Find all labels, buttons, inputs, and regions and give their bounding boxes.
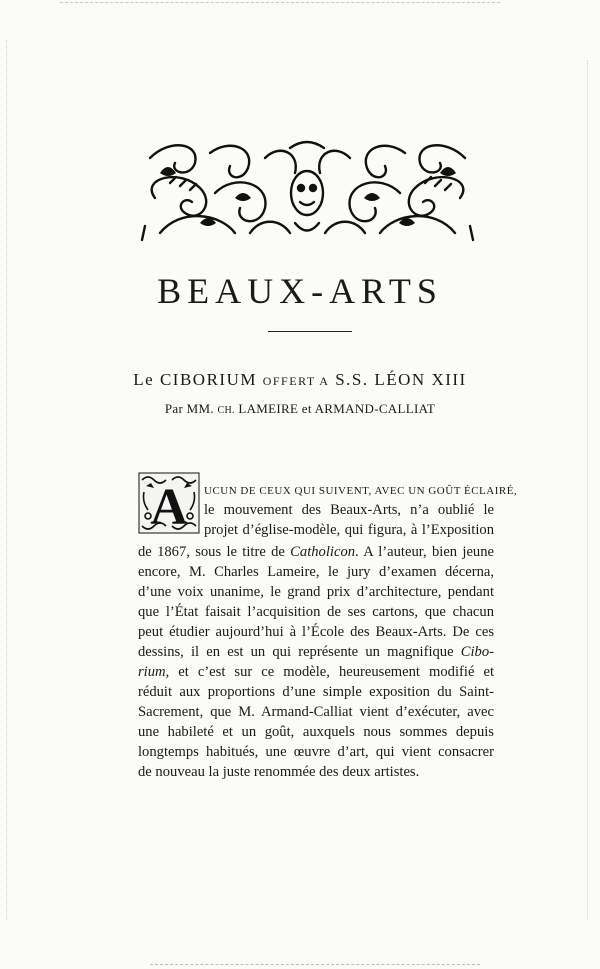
byline-ch: CH. [217,405,235,416]
text-line-12: Sacrement, que M. Armand-Calliat vient d’exécuter, avec [138,704,494,720]
text-line-8: peut étudier aujourd’hui à l’École des Beaux-Arts. De ces [138,624,494,640]
line-1-text: UCUN DE CEUX QUI SUIVENT, AVEC UN GOÛT ÉCLAIRÉ, [204,485,518,497]
text-line-10: rium, et c’est sur ce modèle, heureusement modifié et [138,664,494,680]
byline-par: Par MM. [164,401,214,416]
article-byline [0,401,600,417]
text-line-6: d’une voix unanime, le grand prix d’architecture, pendant [138,584,494,600]
page-title: BEAUX-ARTS [157,271,443,311]
title-divider [268,331,352,332]
subtitle-ciborium: CIBORIUM [159,370,257,389]
scan-edge-bottom [150,964,480,965]
scan-edge-left [6,40,7,920]
drop-cap-letter: A [150,479,188,534]
text-line-14: longtemps habitués, une œuvre d’art, qui vient consacrer [138,744,494,760]
text-line-11: réduit aux proportions d’une simple exposition du Saint- [138,684,494,700]
drop-cap-icon [138,472,200,534]
text-line-1 [204,480,518,500]
subtitle-offert-a: OFFERT A [262,374,330,388]
text-line-3: projet d’église-modèle, qui figura, à l’Exposition [204,522,494,538]
text-line-7: que l’État faisait l’acquisition de ses cartons, que chacun [138,604,494,620]
text-line-9: dessins, il en est un qui représente un magnifique Cibo- [138,644,494,660]
subtitle-le: Le [133,370,155,389]
subtitle-pope: S.S. LÉON XIII [335,370,467,389]
byline-names: LAMEIRE et ARMAND-CALLIAT [238,401,436,416]
text-line-15: de nouveau la juste renommée des deux artistes. [138,764,420,780]
text-line-2: le mouvement des Beaux-Arts, n’a oublié le [204,502,494,518]
scan-edge-top [60,2,500,3]
text-line-4: de 1867, sous le titre de Catholicon. A l’auteur, bien jeune [138,544,494,560]
text-line-13: une habileté et un goût, auxquels nous sommes depuis [138,724,494,740]
scan-edge-right [587,60,588,920]
ornament-headpiece-icon [140,138,475,243]
text-line-5: encore, M. Charles Lameire, le jury d’examen décerna, [138,564,494,580]
article-subtitle [0,370,600,390]
